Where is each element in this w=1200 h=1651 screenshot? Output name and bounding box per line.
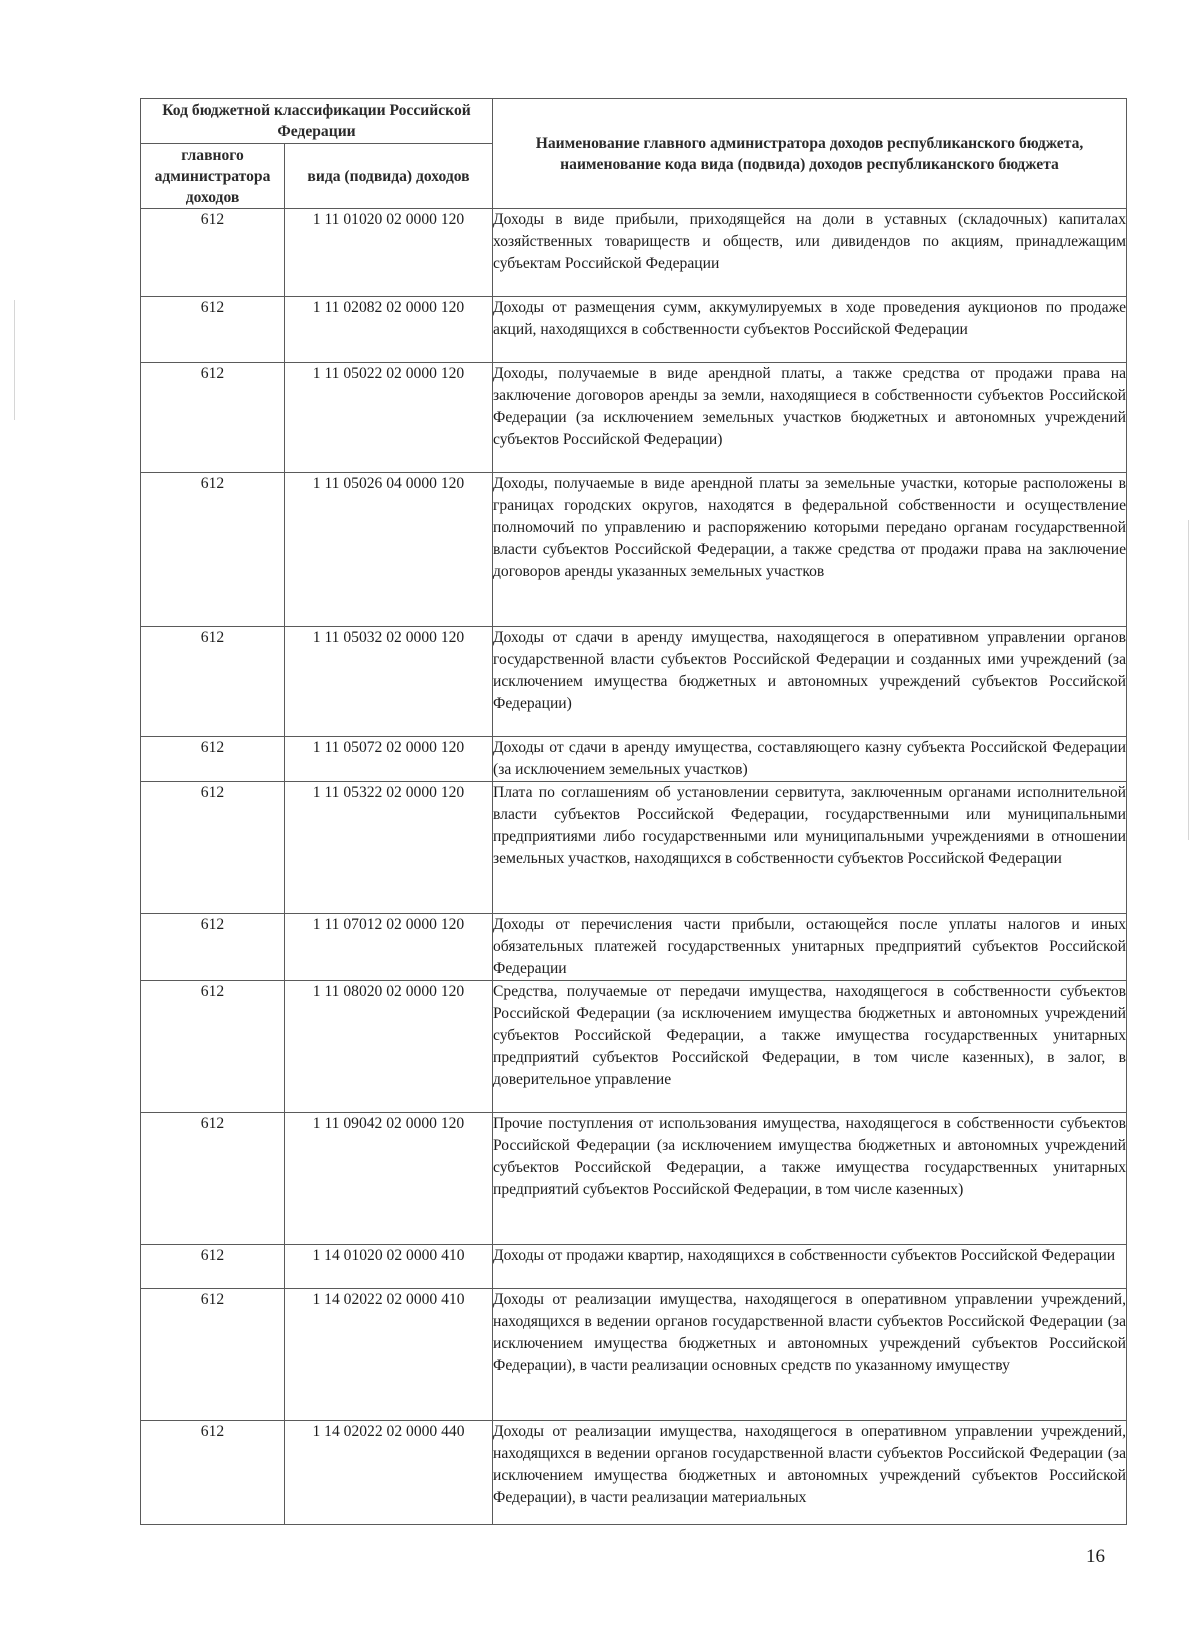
table-row (141, 209, 1127, 297)
scan-edge-mark-left (14, 300, 15, 420)
table-row (141, 473, 1127, 627)
revenue-name-cell: Доходы, получаемые в виде арендной платы, а также средства от продажи права на заключение договоров аренды за земли, находящиеся в собственности субъектов Российской Федерации (за исключением земельных участков бюджетных и автономных учреждений субъектов Российской Федерации) (493, 363, 1127, 473)
admin-code-cell: 612 (141, 1113, 285, 1245)
admin-code-cell: 612 (141, 209, 285, 297)
revenue-code-cell: 1 11 01020 02 0000 120 (285, 209, 493, 297)
revenue-name-cell: Доходы от сдачи в аренду имущества, составляющего казну субъекта Российской Федерации (за исключением земельных участков) (493, 737, 1127, 782)
table-row (141, 914, 1127, 981)
table-row (141, 1245, 1127, 1289)
revenue-name-cell: Средства, получаемые от передачи имущества, находящегося в собственности субъектов Российской Федерации (за исключением имущества бюджетных и автономных учреждений субъектов Российской Федерации, а также имущества государственных унитарных предприятий субъектов Российской Федерации, в том числе казенных), в залог, в доверительное управление (493, 981, 1127, 1113)
revenue-name-cell: Доходы от перечисления части прибыли, остающейся после уплаты налогов и иных обязательных платежей государственных унитарных предприятий субъектов Российской Федерации (493, 914, 1127, 981)
admin-code-cell: 612 (141, 627, 285, 737)
admin-code-cell: 612 (141, 297, 285, 363)
admin-code-cell: 612 (141, 363, 285, 473)
admin-code-cell: 612 (141, 737, 285, 782)
revenue-code-cell: 1 14 02022 02 0000 440 (285, 1421, 493, 1525)
revenue-code-cell: 1 14 02022 02 0000 410 (285, 1289, 493, 1421)
page-number: 16 (1086, 1546, 1105, 1567)
admin-code-cell: 612 (141, 981, 285, 1113)
table-row (141, 1421, 1127, 1525)
revenue-name-cell: Доходы от продажи квартир, находящихся в собственности субъектов Российской Федерации (493, 1245, 1127, 1289)
table-header (141, 99, 1127, 209)
revenue-name-cell: Доходы от реализации имущества, находящегося в оперативном управлении учреждений, находящихся в ведении органов государственной власти субъектов Российской Федерации (за исключением имущества бюджетных и автономных учреждений субъектов Российской Федерации), в части реализации основных средств по указанному имуществу (493, 1289, 1127, 1421)
table-body (141, 209, 1127, 1525)
revenue-name-cell: Доходы в виде прибыли, приходящейся на доли в уставных (складочных) капиталах хозяйственных товариществ и обществ, или дивидендов по акциям, принадлежащим субъектам Российской Федерации (493, 209, 1127, 297)
table-row (141, 981, 1127, 1113)
admin-code-cell: 612 (141, 1289, 285, 1421)
admin-code-cell: 612 (141, 1245, 285, 1289)
revenue-name-cell: Прочие поступления от использования имущества, находящегося в собственности субъектов Российской Федерации (за исключением имущества бюджетных и автономных учреждений субъектов Российской Федерации, а также имущества государственных унитарных предприятий субъектов Российской Федерации, в том числе казенных) (493, 1113, 1127, 1245)
table-row (141, 737, 1127, 782)
header-group-title: Код бюджетной классификации Российской Федерации (141, 99, 493, 144)
revenue-code-cell: 1 11 05322 02 0000 120 (285, 782, 493, 914)
table-row (141, 627, 1127, 737)
revenue-code-cell: 1 11 05026 04 0000 120 (285, 473, 493, 627)
table-row (141, 1113, 1127, 1245)
revenue-name-cell: Плата по соглашениям об установлении сервитута, заключенным органами исполнительной власти субъектов Российской Федерации, государственными или муниципальными предприятиями либо государственными или муниципальными учреждениями в отношении земельных участков, находящихся в собственности субъектов Российской Федерации (493, 782, 1127, 914)
header-code-column: вида (подвида) доходов (285, 144, 493, 209)
revenue-name-cell: Доходы от реализации имущества, находящегося в оперативном управлении учреждений, находящихся в ведении органов государственной власти субъектов Российской Федерации (за исключением имущества бюджетных и автономных учреждений субъектов Российской Федерации), в части реализации материальных (493, 1421, 1127, 1525)
table-row (141, 363, 1127, 473)
revenue-name-cell: Доходы, получаемые в виде арендной платы за земельные участки, которые расположены в границах городских округов, находятся в федеральной собственности и осуществление полномочий по управлению и распоряжению которыми передано органам государственной власти субъектов Российской Федерации, а также средства от продажи права на заключение договоров аренды указанных земельных участков (493, 473, 1127, 627)
header-admin-column: главного администратора доходов (141, 144, 285, 209)
revenue-name-cell: Доходы от сдачи в аренду имущества, находящегося в оперативном управлении органов государственной власти субъектов Российской Федерации и созданных ими учреждений (за исключением имущества бюджетных и автономных учреждений субъектов Российской Федерации) (493, 627, 1127, 737)
revenue-code-cell: 1 11 05072 02 0000 120 (285, 737, 493, 782)
revenue-code-cell: 1 11 05022 02 0000 120 (285, 363, 493, 473)
revenue-code-cell: 1 11 05032 02 0000 120 (285, 627, 493, 737)
revenue-code-cell: 1 11 09042 02 0000 120 (285, 1113, 493, 1245)
admin-code-cell: 612 (141, 1421, 285, 1525)
admin-code-cell: 612 (141, 473, 285, 627)
revenue-code-cell: 1 14 01020 02 0000 410 (285, 1245, 493, 1289)
admin-code-cell: 612 (141, 782, 285, 914)
revenue-code-cell: 1 11 02082 02 0000 120 (285, 297, 493, 363)
table-row (141, 1289, 1127, 1421)
revenue-code-cell: 1 11 07012 02 0000 120 (285, 914, 493, 981)
table-row (141, 297, 1127, 363)
scan-edge-mark-right (1188, 520, 1189, 840)
revenue-name-cell: Доходы от размещения сумм, аккумулируемых в ходе проведения аукционов по продаже акций, находящихся в собственности субъектов Российской Федерации (493, 297, 1127, 363)
budget-classification-table (140, 98, 1127, 1525)
header-name-column: Наименование главного администратора доходов республиканского бюджета, наименование кода вида (подвида) доходов республиканского бюджета (493, 99, 1127, 209)
admin-code-cell: 612 (141, 914, 285, 981)
table-row (141, 782, 1127, 914)
revenue-code-cell: 1 11 08020 02 0000 120 (285, 981, 493, 1113)
